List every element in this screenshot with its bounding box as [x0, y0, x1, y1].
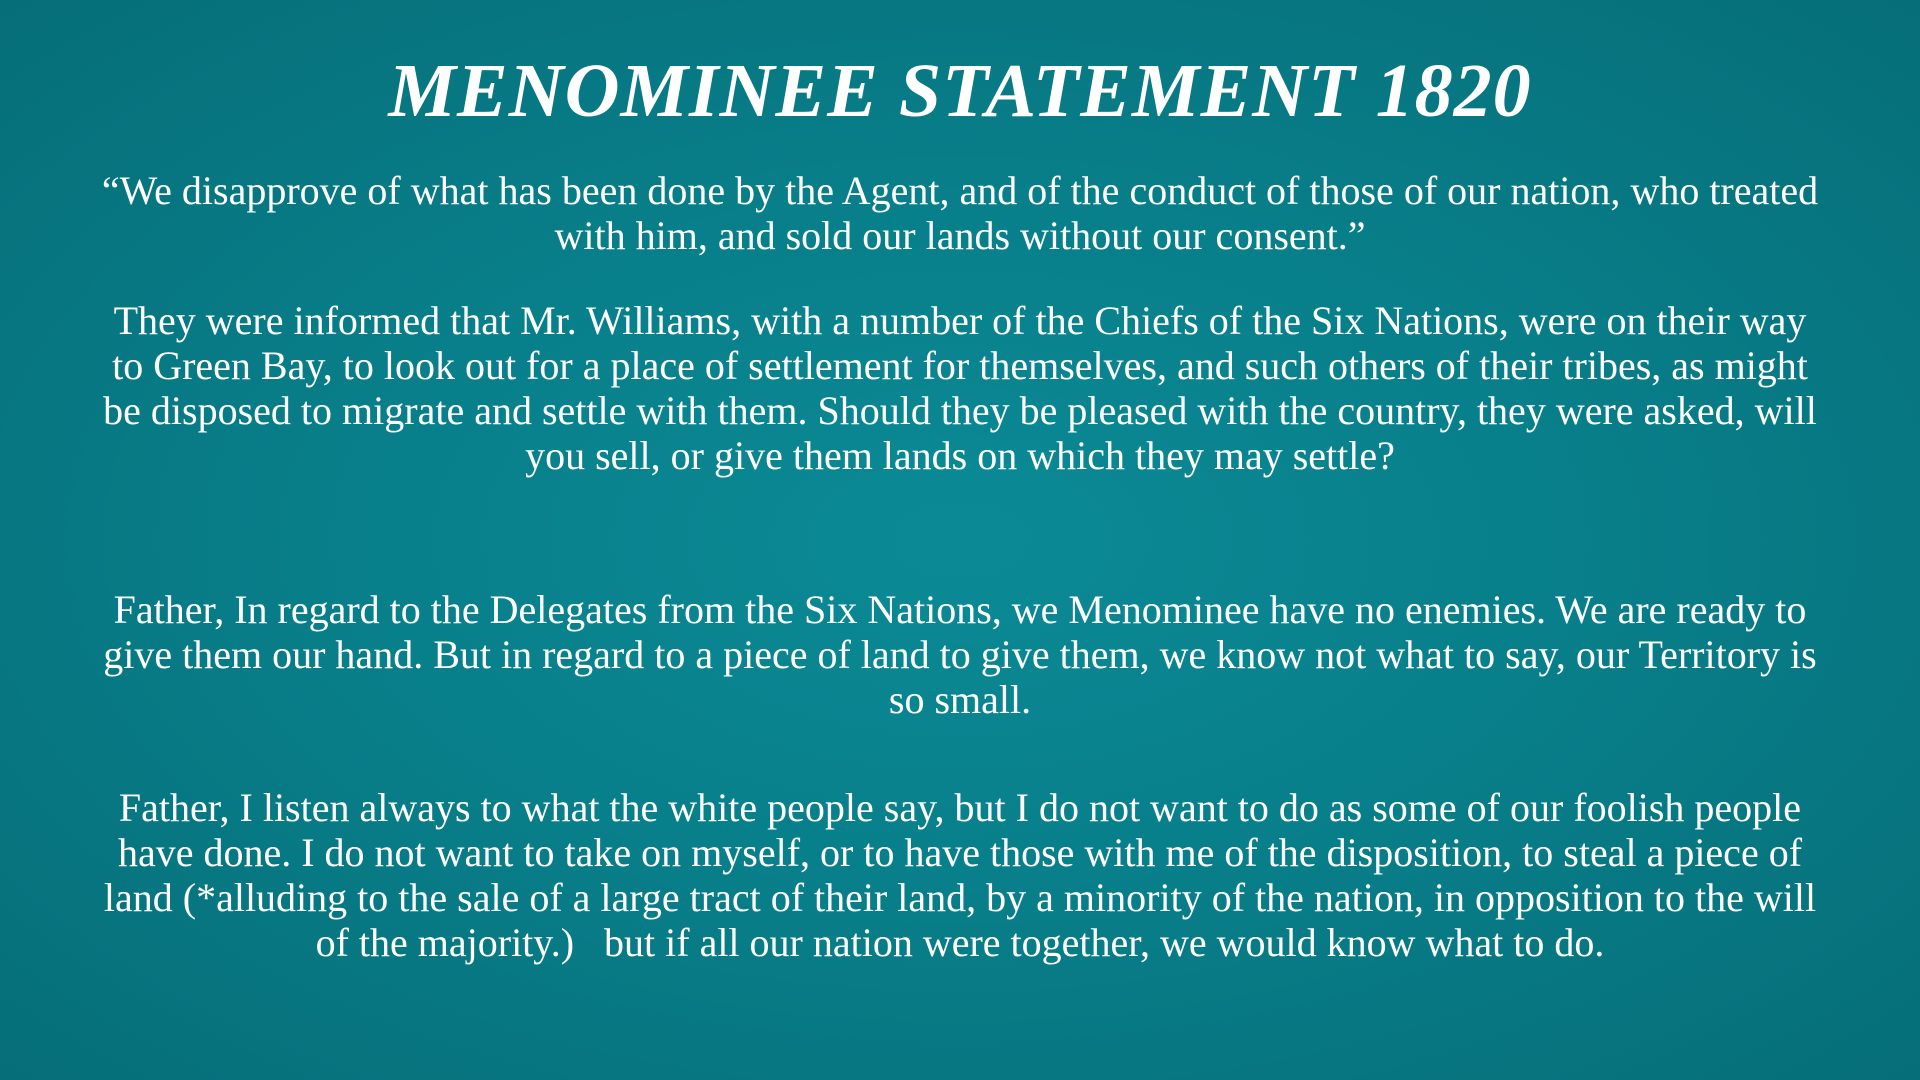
body-paragraph-delegates: Father, In regard to the Delegates from the Six Nations, we Menominee have no enemies. We are ready to give them our hand. But in regard to a piece of land to give them, we know not what to say, our Territory is so small.: [103, 587, 1817, 722]
body-paragraph-williams: They were informed that Mr. Williams, with a number of the Chiefs of the Six Nations, were on their way to Green Bay, to look out for a place of settlement for themselves, and such others of their tribes, as might be disposed to migrate and settle with them. Should they be pleased with the country, they were asked, will you sell, or give them lands on which they may settle?: [103, 298, 1817, 478]
body-paragraph-listen: Father, I listen always to what the white people say, but I do not want to do as some of our foolish people have done. I do not want to take on myself, or to have those with me of the disposition, to steal a piece of land (*alluding to the sale of a large tract of their land, by a minority of the nation, in opposition to the will of the majority.) but if all our nation were together, we would know what to do.: [103, 785, 1827, 965]
quote-paragraph: “We disapprove of what has been done by the Agent, and of the conduct of those of our nation, who treated with him, and sold our lands without our consent.”: [101, 168, 1819, 258]
slide-title: MENOMINEE STATEMENT 1820: [388, 49, 1532, 133]
